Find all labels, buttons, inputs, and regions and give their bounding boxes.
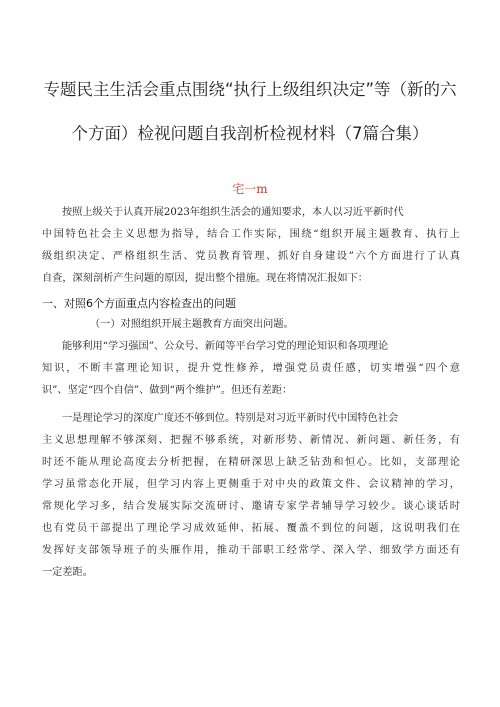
para2-line: 识”、坚定“四个自信”、做到“两个维护”。但还有差距： xyxy=(42,385,293,396)
para3-line: 也有党员干部提出了理论学习成效延伸、拓展、覆盖不到位的问题，这说明我们在 xyxy=(42,523,460,534)
document-title-line-1: 专题民主生活会重点围绕“执行上级组织决定”等（新的六 xyxy=(43,80,457,99)
para3-line: 一定差距。 xyxy=(42,567,93,578)
para1-line: 自查，深刻剖析产生问题的原因，提出整个措施。现在将情况汇报如下： xyxy=(42,273,368,284)
document-title-line-2: 个方面）检视问题自我剖析检视材料（7篇合集） xyxy=(71,124,429,143)
para1-line: 按照上级关于认真开展2023年组织生活会的通知要求，本人以习近平新时代 xyxy=(62,207,404,218)
para1-line: 中国特色社会主义思想为指导，结合工作实际，围绕“组织开展主题教育、执行上 xyxy=(42,229,460,240)
para3-line: 时还不能从理论高度去分析把握，在精研深思上缺乏钻劲和恒心。比如，支部理论 xyxy=(42,457,460,468)
para3-line: 主义思想理解不够深刻、把握不够系统，对新形势、新情况、新问题、新任务，有 xyxy=(42,435,460,446)
separator-mark: 宅一m xyxy=(232,182,268,196)
para2-line: 知识，不断丰富理论知识，提升党性修养，增强党员责任感，切实增强“四个意 xyxy=(42,363,460,374)
para3-line: 发挥好支部领导班子的头雁作用，推动干部职工经常学、深入学、细致学方面还有 xyxy=(42,545,460,556)
para3-line: 学习虽常态化开展，但学习内容上更侧重于对中央的政策文件、会议精神的学习， xyxy=(42,479,460,490)
subheading: （一）对照组织开展主题教育方面突出问题。 xyxy=(90,319,294,330)
para1-line: 级组织决定、严格组织生活、党员教育管理、抓好自身建设”六个方面进行了认真 xyxy=(42,251,460,262)
para3-line: 常规化学习多，结合发展实际交流研讨、邀请专家学者辅导学习较少。谈心谈话时 xyxy=(42,501,460,512)
para3-line: 一是理论学习的深度广度还不够到位。特别是对习近平新时代中国特色社会 xyxy=(62,413,399,424)
section-heading: 一、对照6个方面重点内容检查出的问题 xyxy=(42,297,236,310)
para2-line: 能够利用“学习强国”、公众号、新闻等平台学习党的理论知识和各项理论 xyxy=(62,341,389,352)
